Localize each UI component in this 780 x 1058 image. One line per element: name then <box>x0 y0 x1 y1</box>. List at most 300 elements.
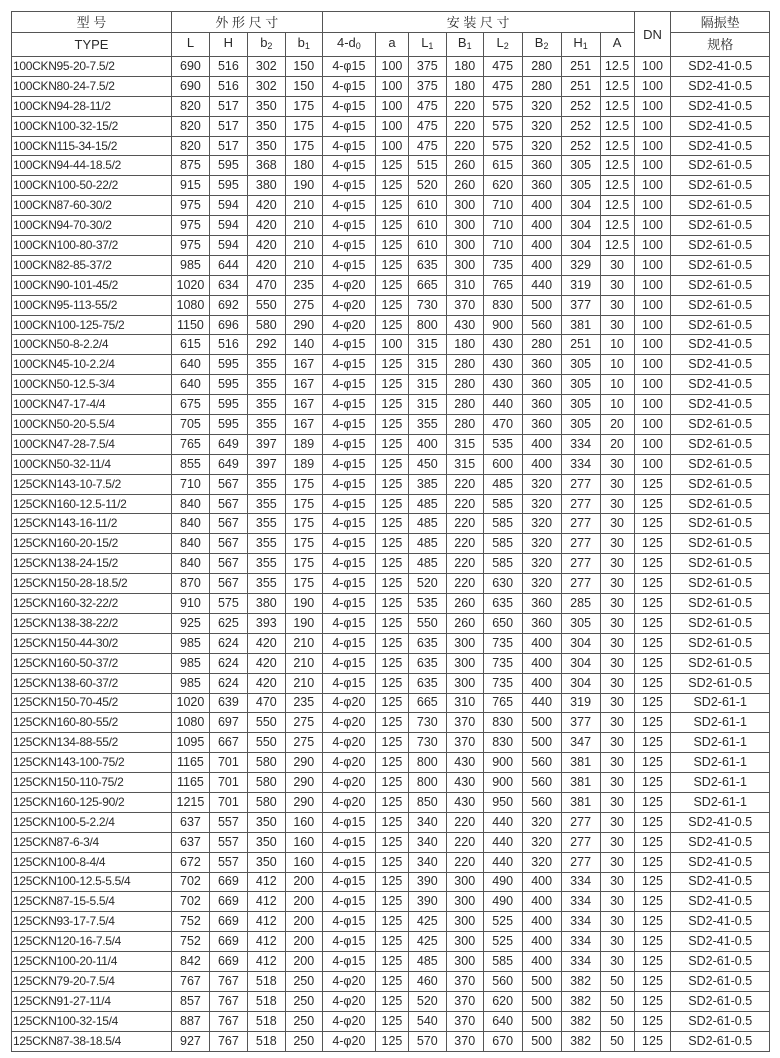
cell-L2: 615 <box>483 156 522 176</box>
cell-pad-spec: SD2-61-0.5 <box>671 255 770 275</box>
cell-B1: 260 <box>446 594 483 614</box>
cell-B2: 320 <box>522 494 561 514</box>
cell-B1: 430 <box>446 315 483 335</box>
cell-pad-spec: SD2-61-0.5 <box>671 554 770 574</box>
cell-4d0: 4-φ15 <box>322 415 375 435</box>
cell-H: 669 <box>209 952 247 972</box>
cell-a: 125 <box>376 454 409 474</box>
cell-L2: 635 <box>483 594 522 614</box>
cell-L2: 640 <box>483 1011 522 1031</box>
cell-b2: 302 <box>247 57 285 77</box>
cell-H1: 382 <box>561 991 600 1011</box>
cell-L1: 390 <box>408 892 446 912</box>
cell-H: 669 <box>209 932 247 952</box>
cell-L1: 485 <box>408 514 446 534</box>
cell-H1: 252 <box>561 136 600 156</box>
cell-L1: 485 <box>408 554 446 574</box>
cell-B2: 320 <box>522 534 561 554</box>
cell-b2: 412 <box>247 912 285 932</box>
cell-B2: 400 <box>522 673 561 693</box>
cell-A: 30 <box>600 773 634 793</box>
cell-A: 12.5 <box>600 216 634 236</box>
cell-b1: 175 <box>285 136 322 156</box>
header-col-base: B <box>534 35 544 50</box>
cell-b2: 550 <box>247 733 285 753</box>
cell-pad-spec: SD2-61-1 <box>671 792 770 812</box>
cell-B2: 400 <box>522 255 561 275</box>
cell-H: 669 <box>209 892 247 912</box>
cell-b2: 380 <box>247 176 285 196</box>
cell-4d0: 4-φ15 <box>322 255 375 275</box>
cell-B2: 560 <box>522 792 561 812</box>
cell-A: 30 <box>600 693 634 713</box>
cell-H: 624 <box>209 673 247 693</box>
cell-model: 125CKN143-10-7.5/2 <box>12 474 172 494</box>
cell-L1: 340 <box>408 812 446 832</box>
cell-a: 125 <box>376 275 409 295</box>
cell-4d0: 4-φ20 <box>322 753 375 773</box>
cell-H1: 252 <box>561 116 600 136</box>
cell-model: 100CKN87-60-30/2 <box>12 196 172 216</box>
cell-L: 640 <box>171 355 209 375</box>
cell-H: 701 <box>209 773 247 793</box>
cell-b2: 350 <box>247 116 285 136</box>
cell-A: 12.5 <box>600 176 634 196</box>
cell-b2: 412 <box>247 872 285 892</box>
cell-model: 125CKN160-32-22/2 <box>12 594 172 614</box>
cell-H: 595 <box>209 415 247 435</box>
cell-A: 30 <box>600 534 634 554</box>
cell-4d0: 4-φ15 <box>322 136 375 156</box>
cell-a: 125 <box>376 932 409 952</box>
cell-L: 637 <box>171 832 209 852</box>
cell-H1: 334 <box>561 952 600 972</box>
cell-a: 125 <box>376 315 409 335</box>
table-row <box>12 633 770 653</box>
header-dn: DN <box>634 12 671 57</box>
cell-L: 985 <box>171 673 209 693</box>
cell-DN: 100 <box>634 315 671 335</box>
cell-L: 752 <box>171 912 209 932</box>
table-row <box>12 991 770 1011</box>
cell-a: 125 <box>376 852 409 872</box>
cell-DN: 100 <box>634 255 671 275</box>
cell-a: 125 <box>376 554 409 574</box>
cell-DN: 125 <box>634 892 671 912</box>
cell-L: 1150 <box>171 315 209 335</box>
cell-pad-spec: SD2-61-0.5 <box>671 454 770 474</box>
cell-pad-spec: SD2-41-0.5 <box>671 116 770 136</box>
cell-H: 594 <box>209 216 247 236</box>
table-row <box>12 792 770 812</box>
cell-b2: 355 <box>247 355 285 375</box>
header-col-sub: 2 <box>543 41 549 51</box>
header-col-base: H <box>223 35 234 50</box>
cell-L1: 450 <box>408 454 446 474</box>
cell-B2: 400 <box>522 892 561 912</box>
cell-A: 10 <box>600 375 634 395</box>
table-row <box>12 355 770 375</box>
cell-B2: 320 <box>522 474 561 494</box>
cell-DN: 125 <box>634 514 671 534</box>
cell-b1: 175 <box>285 494 322 514</box>
cell-L1: 635 <box>408 653 446 673</box>
cell-a: 125 <box>376 773 409 793</box>
cell-L1: 730 <box>408 295 446 315</box>
cell-4d0: 4-φ15 <box>322 554 375 574</box>
cell-b1: 167 <box>285 375 322 395</box>
cell-DN: 125 <box>634 932 671 952</box>
cell-b1: 175 <box>285 574 322 594</box>
cell-H: 517 <box>209 96 247 116</box>
cell-b1: 290 <box>285 773 322 793</box>
cell-4d0: 4-φ20 <box>322 295 375 315</box>
table-row <box>12 454 770 474</box>
cell-L2: 525 <box>483 932 522 952</box>
cell-4d0: 4-φ20 <box>322 792 375 812</box>
cell-4d0: 4-φ15 <box>322 116 375 136</box>
cell-a: 100 <box>376 96 409 116</box>
cell-DN: 100 <box>634 236 671 256</box>
cell-A: 30 <box>600 952 634 972</box>
table-row <box>12 375 770 395</box>
header-col-base: a <box>388 35 396 50</box>
cell-pad-spec: SD2-41-0.5 <box>671 57 770 77</box>
table-row <box>12 653 770 673</box>
table-row <box>12 514 770 534</box>
cell-DN: 100 <box>634 415 671 435</box>
cell-L: 765 <box>171 434 209 454</box>
table-row <box>12 96 770 116</box>
header-col-L <box>171 33 209 57</box>
cell-b1: 180 <box>285 156 322 176</box>
cell-B1: 370 <box>446 713 483 733</box>
cell-DN: 100 <box>634 96 671 116</box>
cell-pad-spec: SD2-61-0.5 <box>671 633 770 653</box>
header-col-sub: 1 <box>304 41 310 51</box>
cell-a: 125 <box>376 176 409 196</box>
cell-model: 100CKN100-50-22/2 <box>12 176 172 196</box>
cell-L2: 670 <box>483 1031 522 1051</box>
cell-B2: 320 <box>522 852 561 872</box>
cell-B2: 400 <box>522 633 561 653</box>
cell-L2: 575 <box>483 116 522 136</box>
cell-L1: 610 <box>408 236 446 256</box>
cell-b1: 210 <box>285 673 322 693</box>
cell-H: 557 <box>209 812 247 832</box>
cell-L1: 355 <box>408 415 446 435</box>
cell-4d0: 4-φ15 <box>322 454 375 474</box>
cell-DN: 125 <box>634 673 671 693</box>
cell-L2: 900 <box>483 753 522 773</box>
cell-H: 767 <box>209 971 247 991</box>
cell-L: 1020 <box>171 693 209 713</box>
cell-a: 125 <box>376 872 409 892</box>
cell-B1: 300 <box>446 932 483 952</box>
cell-A: 30 <box>600 872 634 892</box>
cell-4d0: 4-φ15 <box>322 812 375 832</box>
table-row <box>12 395 770 415</box>
cell-DN: 125 <box>634 773 671 793</box>
cell-L: 975 <box>171 196 209 216</box>
cell-A: 30 <box>600 832 634 852</box>
cell-4d0: 4-φ15 <box>322 653 375 673</box>
table-row <box>12 1011 770 1031</box>
cell-b1: 140 <box>285 335 322 355</box>
cell-DN: 125 <box>634 1031 671 1051</box>
cell-pad-spec: SD2-61-0.5 <box>671 613 770 633</box>
cell-L1: 375 <box>408 57 446 77</box>
cell-b2: 355 <box>247 494 285 514</box>
cell-a: 125 <box>376 832 409 852</box>
cell-H1: 304 <box>561 236 600 256</box>
cell-model: 100CKN47-17-4/4 <box>12 395 172 415</box>
cell-A: 50 <box>600 991 634 1011</box>
cell-H1: 381 <box>561 773 600 793</box>
cell-L1: 635 <box>408 255 446 275</box>
cell-H: 595 <box>209 375 247 395</box>
cell-a: 100 <box>376 57 409 77</box>
cell-H1: 377 <box>561 713 600 733</box>
cell-a: 125 <box>376 236 409 256</box>
cell-b2: 420 <box>247 216 285 236</box>
cell-a: 125 <box>376 594 409 614</box>
cell-DN: 125 <box>634 733 671 753</box>
cell-B1: 300 <box>446 216 483 236</box>
cell-4d0: 4-φ20 <box>322 713 375 733</box>
header-col-base: L <box>421 35 429 50</box>
cell-model: 100CKN94-28-11/2 <box>12 96 172 116</box>
table-row <box>12 315 770 335</box>
cell-H1: 381 <box>561 315 600 335</box>
cell-H: 625 <box>209 613 247 633</box>
cell-DN: 125 <box>634 832 671 852</box>
cell-b2: 420 <box>247 633 285 653</box>
cell-L2: 475 <box>483 76 522 96</box>
cell-L2: 710 <box>483 196 522 216</box>
cell-a: 125 <box>376 613 409 633</box>
cell-A: 30 <box>600 613 634 633</box>
cell-L: 910 <box>171 594 209 614</box>
cell-pad-spec: SD2-61-0.5 <box>671 1011 770 1031</box>
cell-model: 125CKN150-110-75/2 <box>12 773 172 793</box>
cell-H1: 305 <box>561 156 600 176</box>
cell-4d0: 4-φ15 <box>322 673 375 693</box>
cell-b2: 350 <box>247 96 285 116</box>
cell-model: 100CKN90-101-45/2 <box>12 275 172 295</box>
cell-pad-spec: SD2-41-0.5 <box>671 852 770 872</box>
cell-L: 855 <box>171 454 209 474</box>
cell-b2: 420 <box>247 236 285 256</box>
cell-b2: 550 <box>247 295 285 315</box>
cell-H: 701 <box>209 753 247 773</box>
cell-L2: 830 <box>483 713 522 733</box>
cell-B2: 560 <box>522 753 561 773</box>
cell-H: 595 <box>209 156 247 176</box>
cell-model: 125CKN79-20-7.5/4 <box>12 971 172 991</box>
cell-L2: 735 <box>483 633 522 653</box>
cell-B2: 500 <box>522 295 561 315</box>
cell-B1: 370 <box>446 1011 483 1031</box>
cell-B1: 310 <box>446 275 483 295</box>
cell-pad-spec: SD2-61-0.5 <box>671 315 770 335</box>
cell-L: 840 <box>171 494 209 514</box>
table-row <box>12 852 770 872</box>
cell-H: 595 <box>209 355 247 375</box>
cell-L: 927 <box>171 1031 209 1051</box>
cell-4d0: 4-φ15 <box>322 196 375 216</box>
table-row <box>12 415 770 435</box>
cell-a: 125 <box>376 156 409 176</box>
cell-H: 575 <box>209 594 247 614</box>
cell-a: 125 <box>376 653 409 673</box>
cell-b2: 580 <box>247 315 285 335</box>
cell-L: 1095 <box>171 733 209 753</box>
cell-L1: 570 <box>408 1031 446 1051</box>
cell-model: 125CKN150-70-45/2 <box>12 693 172 713</box>
cell-L: 702 <box>171 892 209 912</box>
cell-a: 125 <box>376 494 409 514</box>
cell-B1: 315 <box>446 434 483 454</box>
header-col-base: b <box>260 35 268 50</box>
cell-pad-spec: SD2-41-0.5 <box>671 96 770 116</box>
cell-b1: 210 <box>285 216 322 236</box>
cell-L: 985 <box>171 633 209 653</box>
cell-b2: 550 <box>247 713 285 733</box>
table-row <box>12 594 770 614</box>
cell-a: 125 <box>376 474 409 494</box>
cell-L: 840 <box>171 554 209 574</box>
cell-B1: 260 <box>446 613 483 633</box>
cell-model: 125CKN160-50-37/2 <box>12 653 172 673</box>
cell-H1: 334 <box>561 892 600 912</box>
cell-a: 100 <box>376 136 409 156</box>
cell-pad-spec: SD2-61-1 <box>671 733 770 753</box>
cell-DN: 125 <box>634 971 671 991</box>
cell-DN: 100 <box>634 454 671 474</box>
cell-B2: 360 <box>522 415 561 435</box>
cell-L: 842 <box>171 952 209 972</box>
cell-a: 125 <box>376 753 409 773</box>
cell-B2: 440 <box>522 275 561 295</box>
cell-b2: 355 <box>247 375 285 395</box>
cell-DN: 100 <box>634 395 671 415</box>
cell-4d0: 4-φ15 <box>322 176 375 196</box>
cell-model: 125CKN87-6-3/4 <box>12 832 172 852</box>
cell-b2: 302 <box>247 76 285 96</box>
cell-L2: 490 <box>483 892 522 912</box>
cell-H1: 382 <box>561 1011 600 1031</box>
table-row <box>12 295 770 315</box>
cell-B1: 280 <box>446 395 483 415</box>
spec-table-body <box>12 57 770 1052</box>
cell-4d0: 4-φ15 <box>322 474 375 494</box>
cell-B2: 400 <box>522 952 561 972</box>
cell-B1: 220 <box>446 534 483 554</box>
cell-A: 30 <box>600 753 634 773</box>
cell-model: 100CKN47-28-7.5/4 <box>12 434 172 454</box>
cell-B1: 180 <box>446 76 483 96</box>
header-col-L1 <box>408 33 446 57</box>
cell-pad-spec: SD2-41-0.5 <box>671 812 770 832</box>
cell-B2: 320 <box>522 812 561 832</box>
cell-pad-spec: SD2-61-0.5 <box>671 196 770 216</box>
cell-B1: 220 <box>446 554 483 574</box>
cell-b2: 420 <box>247 653 285 673</box>
cell-pad-spec: SD2-41-0.5 <box>671 136 770 156</box>
cell-H1: 277 <box>561 852 600 872</box>
cell-B2: 500 <box>522 1031 561 1051</box>
cell-pad-spec: SD2-61-1 <box>671 693 770 713</box>
cell-b2: 580 <box>247 773 285 793</box>
cell-B1: 280 <box>446 375 483 395</box>
cell-pad-spec: SD2-61-0.5 <box>671 156 770 176</box>
cell-model: 125CKN138-60-37/2 <box>12 673 172 693</box>
cell-H: 567 <box>209 494 247 514</box>
cell-4d0: 4-φ15 <box>322 534 375 554</box>
cell-L2: 585 <box>483 952 522 972</box>
cell-L: 870 <box>171 574 209 594</box>
cell-DN: 100 <box>634 76 671 96</box>
cell-a: 125 <box>376 1011 409 1031</box>
cell-L2: 475 <box>483 57 522 77</box>
cell-A: 12.5 <box>600 96 634 116</box>
cell-B1: 220 <box>446 574 483 594</box>
cell-A: 30 <box>600 892 634 912</box>
cell-DN: 125 <box>634 653 671 673</box>
cell-DN: 125 <box>634 812 671 832</box>
header-col-base: H <box>573 35 583 50</box>
cell-B2: 400 <box>522 196 561 216</box>
cell-pad-spec: SD2-61-0.5 <box>671 1031 770 1051</box>
cell-L1: 315 <box>408 395 446 415</box>
cell-4d0: 4-φ20 <box>322 315 375 335</box>
cell-L: 875 <box>171 156 209 176</box>
cell-DN: 125 <box>634 633 671 653</box>
cell-model: 125CKN100-8-4/4 <box>12 852 172 872</box>
cell-L1: 485 <box>408 534 446 554</box>
spec-table-wrapper <box>11 11 770 1052</box>
cell-A: 10 <box>600 395 634 415</box>
table-row <box>12 196 770 216</box>
cell-L1: 485 <box>408 952 446 972</box>
cell-L2: 765 <box>483 693 522 713</box>
cell-4d0: 4-φ15 <box>322 514 375 534</box>
cell-b1: 175 <box>285 514 322 534</box>
cell-B1: 220 <box>446 812 483 832</box>
cell-b1: 200 <box>285 932 322 952</box>
cell-4d0: 4-φ15 <box>322 375 375 395</box>
cell-H1: 305 <box>561 415 600 435</box>
header-col-base: L <box>186 35 195 50</box>
cell-L2: 600 <box>483 454 522 474</box>
cell-A: 12.5 <box>600 57 634 77</box>
cell-H: 595 <box>209 176 247 196</box>
cell-L2: 585 <box>483 534 522 554</box>
table-row <box>12 872 770 892</box>
header-outline-group: 外 形 尺 寸 <box>171 12 322 33</box>
cell-L1: 460 <box>408 971 446 991</box>
cell-B1: 180 <box>446 335 483 355</box>
cell-DN: 125 <box>634 494 671 514</box>
cell-B2: 500 <box>522 733 561 753</box>
cell-B1: 300 <box>446 255 483 275</box>
cell-b1: 160 <box>285 812 322 832</box>
cell-H: 639 <box>209 693 247 713</box>
cell-pad-spec: SD2-61-0.5 <box>671 415 770 435</box>
cell-L: 710 <box>171 474 209 494</box>
cell-H1: 381 <box>561 753 600 773</box>
